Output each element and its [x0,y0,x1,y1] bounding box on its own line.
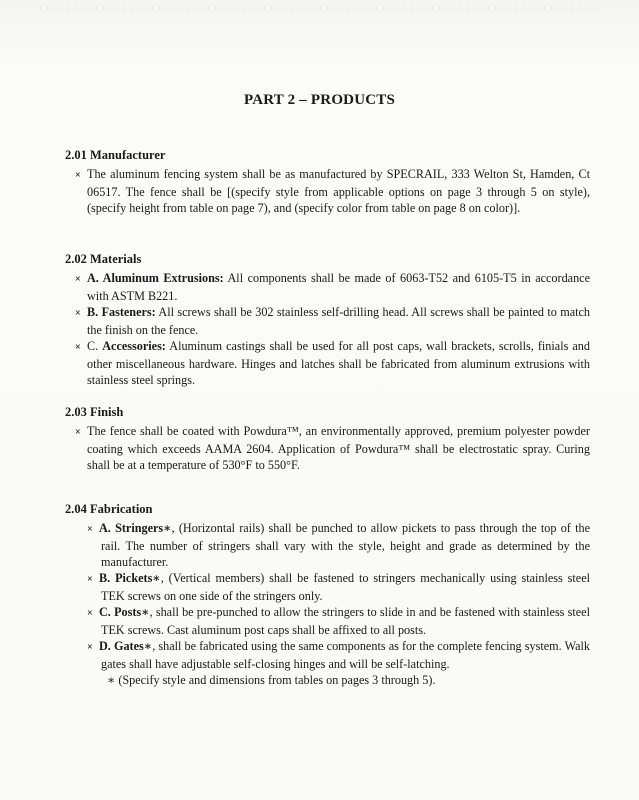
item-text: , shall be fabricated using the same components as for the complete fencing system. Walk gates shall have adjustable self-closing hinges and will be self-latching. [101,639,590,671]
paragraph-text: The fence shall be coated with Powdura™, an environmentally approved, premium polyester powder coating which exceeds AAMA 2604. Application of Powdura™ shall be electrostatic spray. Curing shall be at a temperature of 530°F to 550°F. [87,424,590,472]
item-text: , shall be pre-punched to allow the stringers to slide in and be fastened with stainless steel TEK screws. Cast aluminum post caps shall be affixed to all posts. [101,605,590,637]
list-item [65,304,590,338]
item-label: B. Pickets∗ [99,571,161,585]
x-bullet-icon: × [75,342,81,353]
finish-paragraph [65,423,590,473]
section-heading: 2.01 Manufacturer [65,148,166,162]
footnote: ∗ (Specify style and dimensions from tables on pages 3 through 5). [107,673,436,687]
x-bullet-icon: × [87,642,93,653]
section-manufacturer [65,148,590,216]
x-bullet-icon: × [75,170,81,181]
item-label: A. Stringers∗ [99,521,172,535]
item-text: All screws shall be 302 stainless self-drilling head. All screws shall be painted to match the finish on the fence. [87,305,590,337]
section-fabrication [65,502,590,688]
x-bullet-icon: × [87,574,93,585]
list-item [65,338,590,388]
page-title: PART 2 – PRODUCTS [243,92,396,108]
item-label: C. Posts∗ [99,605,150,619]
section-heading: 2.02 Materials [65,252,142,266]
section-heading: 2.04 Fabrication [65,502,153,516]
item-text: All components shall be made of 6063-T52 and 6105-T5 in accordance with ASTM B221. [87,271,590,303]
item-label: D. Gates∗ [99,639,153,653]
item-label: B. Fasteners: [87,305,156,319]
list-item [65,570,590,604]
paragraph-text: The aluminum fencing system shall be as manufactured by SPECRAIL, 333 Welton St, Hamden, Ct 06517. The fence shall be [(specify style from applicable options on page 3 through 5 on style), (specify height from table on page 7), and (specify color from table on page 8 on color)]. [87,167,590,215]
x-bullet-icon: × [75,274,81,285]
x-bullet-icon: × [75,308,81,319]
section-materials [65,252,590,388]
item-text: , (Horizontal rails) shall be punched to allow pickets to pass through the top of the rail. The number of stringers shall vary with the style, height and grade as determined by the manufacturer. [101,521,590,569]
x-bullet-icon: × [75,427,81,438]
item-label: Accessories: [102,339,166,353]
item-label: A. Aluminum Extrusions: [87,271,224,285]
item-prefix: C. [87,339,103,353]
section-heading: 2.03 Finish [65,405,124,419]
item-text: Aluminum castings shall be used for all post caps, wall brackets, scrolls, finials and other miscellaneous hardware. Hinges and latches shall be fabricated from aluminum extrusions with stainless steel springs. [87,339,590,387]
list-item [65,604,590,638]
scan-artifact [40,6,600,10]
manufacturer-paragraph [65,166,590,216]
list-item [65,638,590,672]
list-item [65,520,590,570]
list-item [65,270,590,304]
item-text: , (Vertical members) shall be fastened to stringers mechanically using stainless steel TEK screws on one side of the stringers only. [101,571,590,603]
section-finish [65,405,590,473]
x-bullet-icon: × [87,608,93,619]
x-bullet-icon: × [87,524,93,535]
